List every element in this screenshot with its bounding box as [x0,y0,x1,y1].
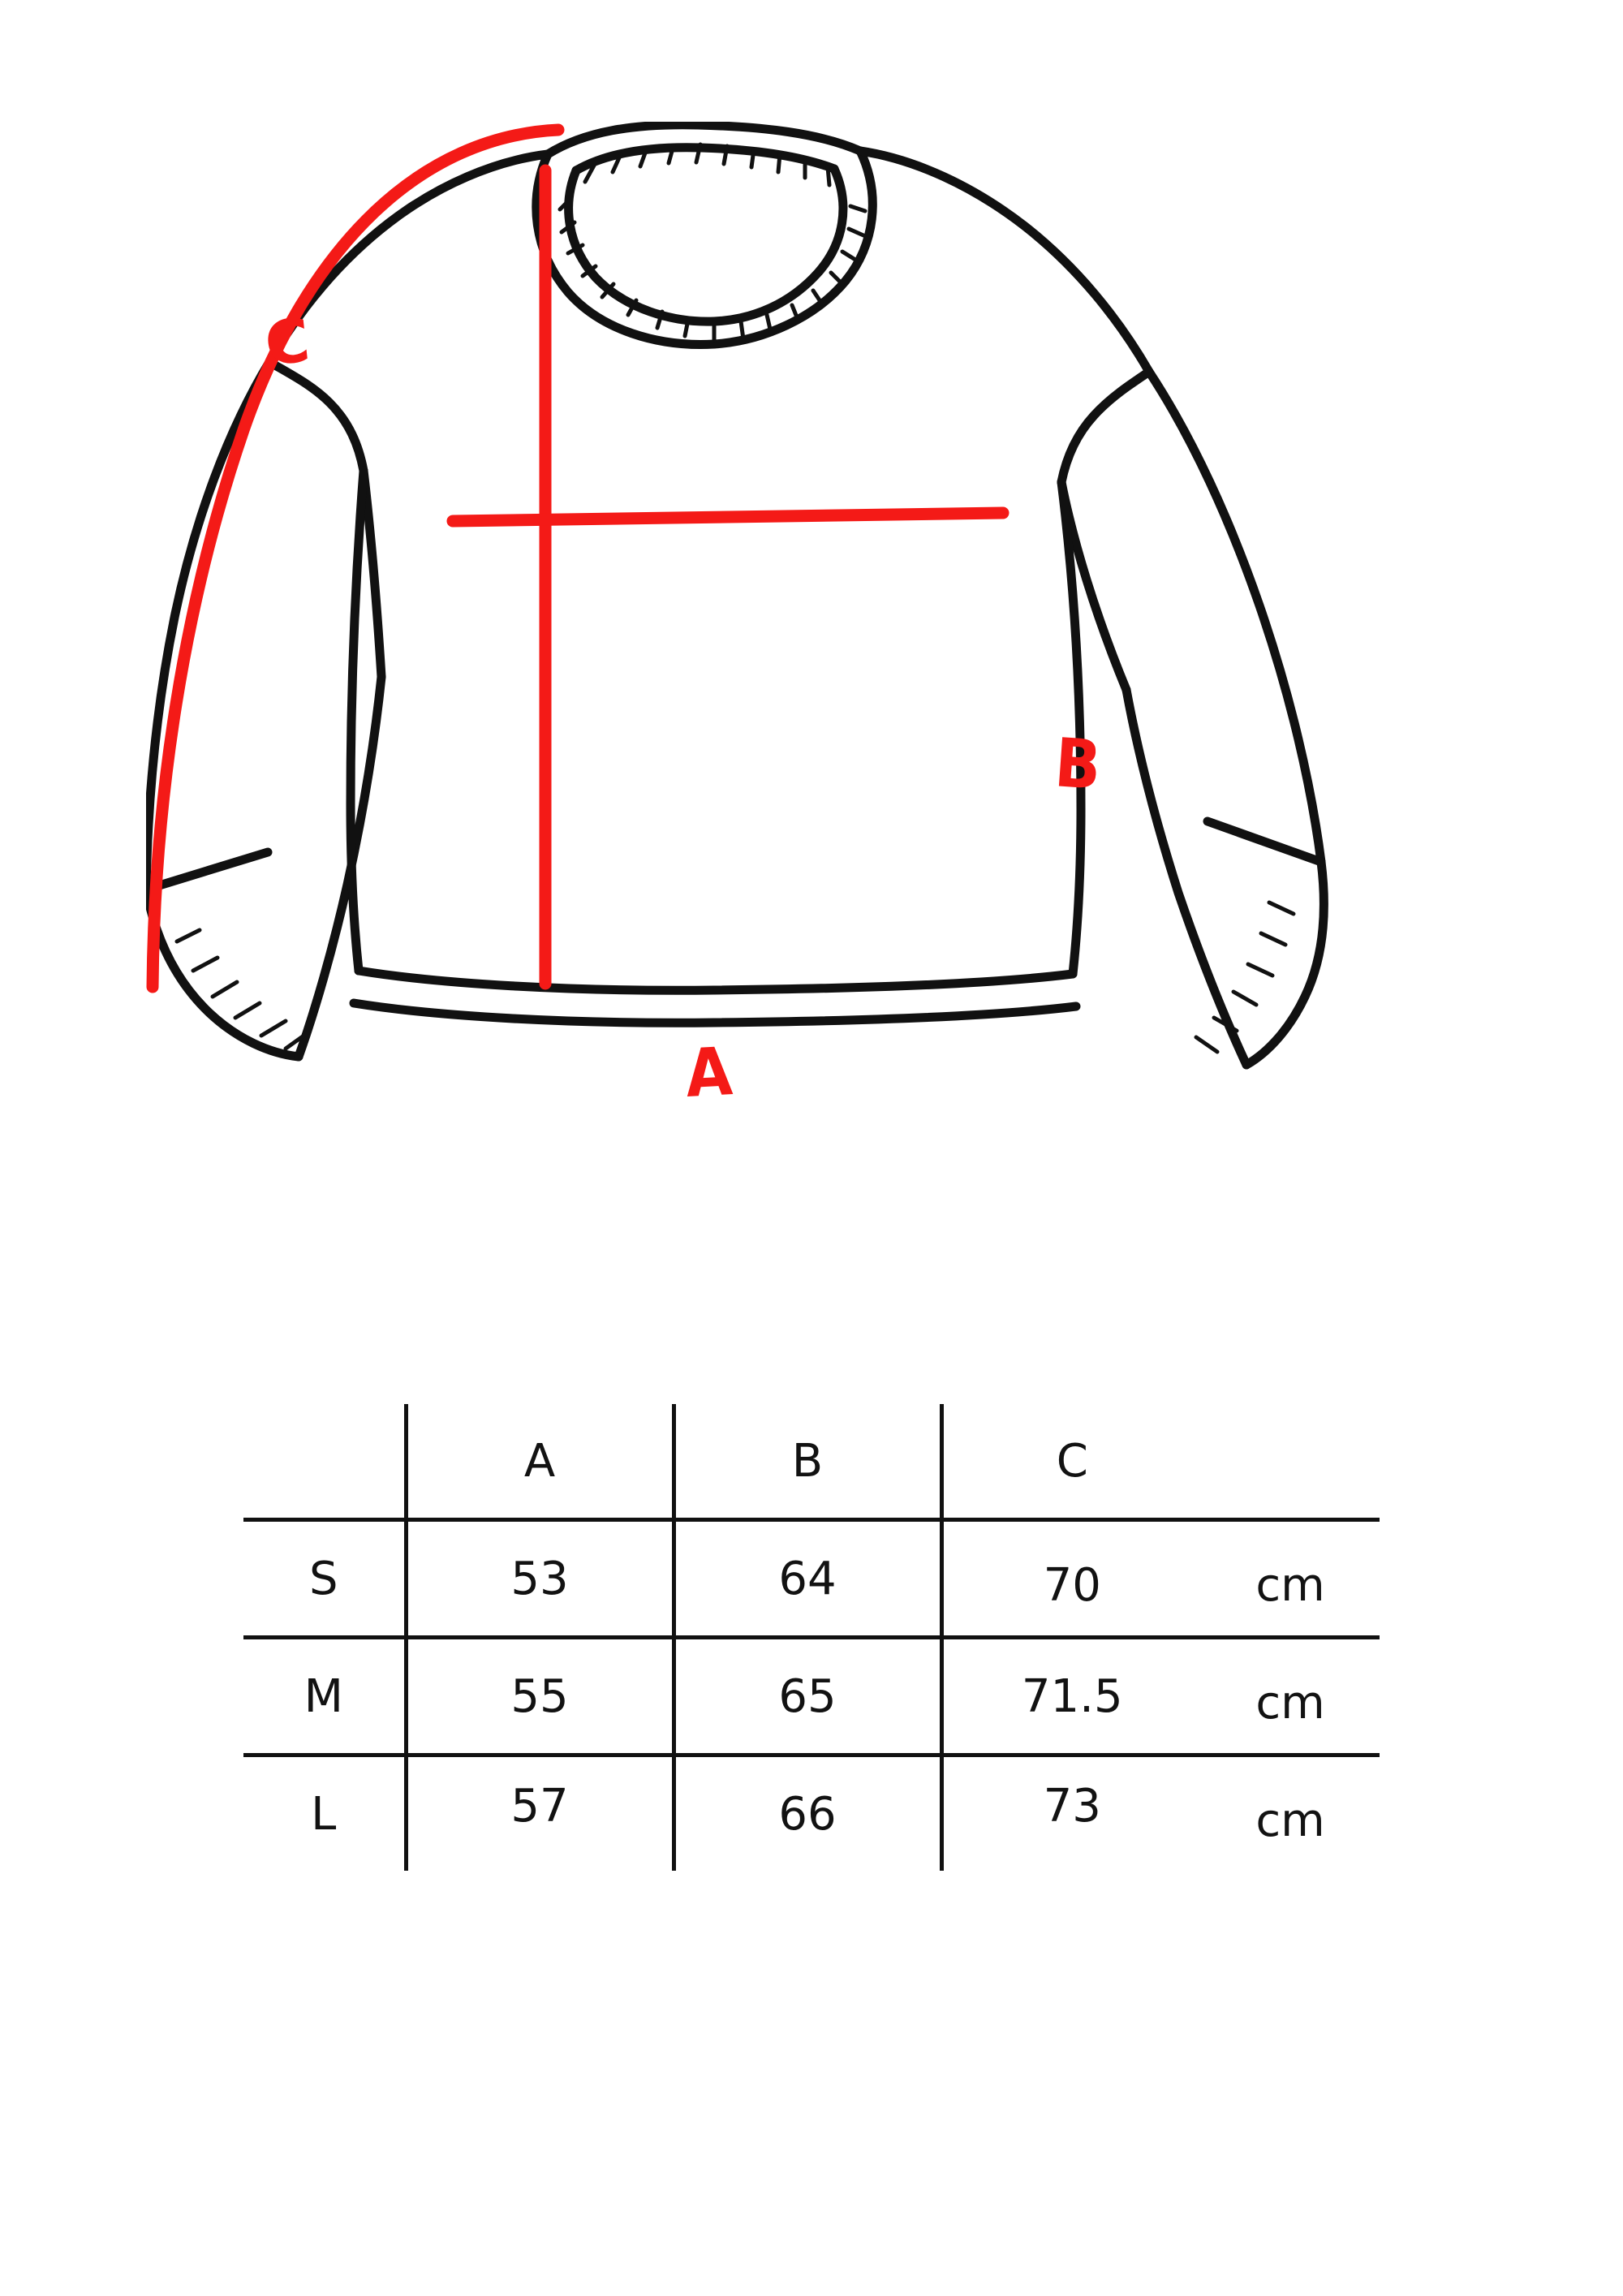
header-cell-a: A [406,1404,674,1520]
collar-left-inner [569,170,714,321]
left-armhole-seam [269,362,364,471]
table-row [243,1755,1380,1872]
cell-a: 55 [406,1638,674,1755]
cell-b: 64 [674,1520,941,1638]
row-size-label: S [243,1520,406,1638]
table-row [243,1520,1380,1638]
right-cuff-top-edge [1208,821,1321,862]
cell-a: 53 [406,1520,674,1638]
cell-b: 65 [674,1638,941,1755]
header-cell-blank [243,1404,406,1520]
cell-c: 70 [941,1527,1201,1644]
cell-c: 71.5 [941,1638,1201,1755]
marker-b-label: B [1052,723,1104,806]
right-cuff-bottom [1246,862,1324,1065]
left-side-seam-upper [364,471,381,677]
left-cuff-ribbing [177,930,308,1049]
marker-c-label: C [261,305,313,380]
header-cell-b: B [674,1404,941,1520]
cell-unit: cm [1201,1527,1380,1644]
cell-c: 73 [941,1747,1201,1863]
header-cell-unit [1201,1404,1380,1520]
size-chart [243,1404,1380,1972]
right-sleeve-outer [1149,372,1321,862]
size-chart-table [243,1404,1380,1871]
marker-b-line [453,513,1003,521]
collar-ribbing [560,144,865,341]
table-row [243,1638,1380,1755]
table-header-row [243,1404,1380,1520]
right-sleeve-inner [1126,690,1246,1065]
left-cuff-top-edge [146,852,268,890]
right-armhole-seam [1061,372,1149,482]
left-sleeve-inner [299,677,381,1057]
marker-a-label: A [683,1033,734,1113]
cell-a: 57 [406,1747,674,1863]
cell-unit: cm [1255,1794,1325,1847]
left-body-side [351,471,364,971]
left-cuff-bottom [146,890,299,1057]
sweater-illustration [146,122,1477,1388]
cell-b: 66 [674,1755,941,1872]
right-shoulder-line [860,151,1149,372]
hem-bottom-line [354,1003,1076,1023]
row-size-label: L [311,1787,337,1841]
cell-unit: cm [1201,1644,1380,1762]
header-cell-c: C [941,1404,1201,1520]
hem-top-line [359,971,1073,990]
sweater-line-drawing-svg [146,122,1477,1388]
row-size-label: M [243,1638,406,1755]
